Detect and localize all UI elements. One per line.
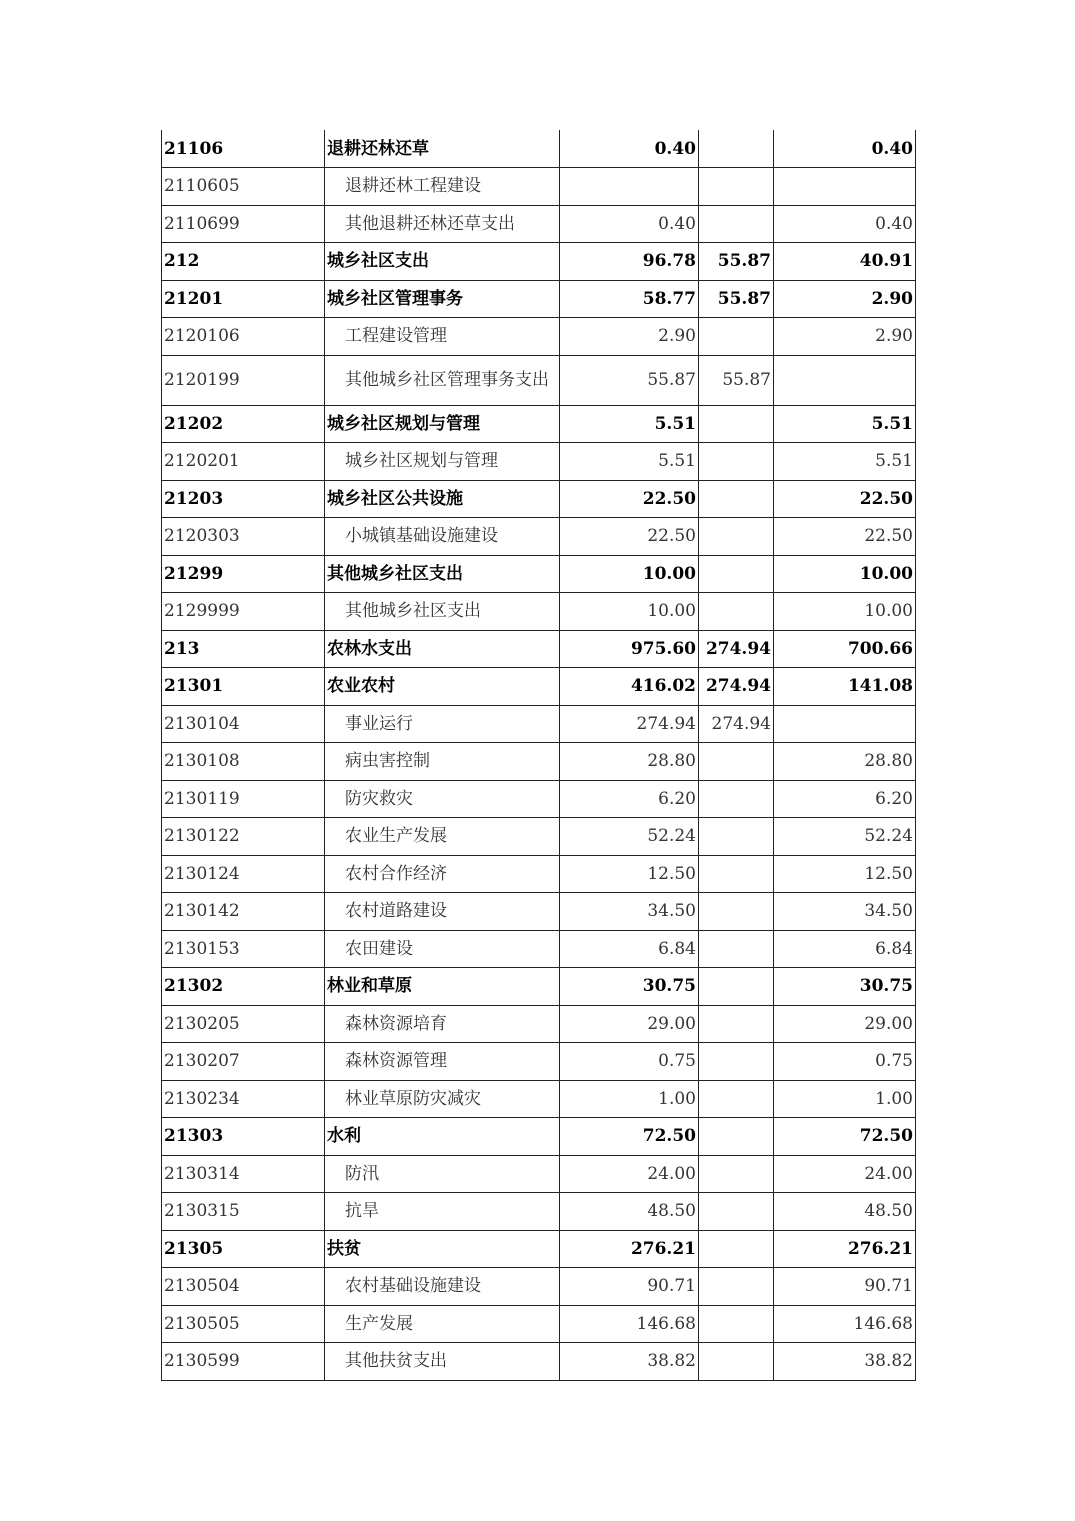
project-expenditure-cell: 12.50 [774,855,916,893]
total-amount-cell: 58.77 [560,280,699,318]
table-row [162,1193,916,1231]
table-row [162,405,916,443]
basic-expenditure-cell [699,480,774,518]
project-expenditure-cell [774,168,916,206]
table-row [162,1043,916,1081]
total-amount-cell: 96.78 [560,243,699,281]
project-expenditure-cell: 90.71 [774,1268,916,1306]
project-expenditure-cell: 141.08 [774,668,916,706]
total-amount-cell: 38.82 [560,1343,699,1381]
table-row [162,743,916,781]
account-code-cell: 21302 [162,968,325,1006]
basic-expenditure-cell [699,743,774,781]
account-code-cell: 21305 [162,1230,325,1268]
table-row [162,855,916,893]
basic-expenditure-cell: 55.87 [699,355,774,405]
account-name-cell: 小城镇基础设施建设 [325,518,560,556]
account-code-cell: 2130599 [162,1343,325,1381]
basic-expenditure-cell: 55.87 [699,280,774,318]
account-name-cell: 城乡社区支出 [325,243,560,281]
account-name-cell: 其他退耕还林还草支出 [325,205,560,243]
table-row [162,480,916,518]
total-amount-cell: 146.68 [560,1305,699,1343]
account-code-cell: 2130104 [162,705,325,743]
project-expenditure-cell: 22.50 [774,518,916,556]
project-expenditure-cell: 146.68 [774,1305,916,1343]
account-name-cell: 农业生产发展 [325,818,560,856]
account-code-cell: 2110605 [162,168,325,206]
basic-expenditure-cell [699,930,774,968]
basic-expenditure-cell: 55.87 [699,243,774,281]
account-name-cell: 农村合作经济 [325,855,560,893]
table-row [162,318,916,356]
total-amount-cell: 55.87 [560,355,699,405]
total-amount-cell: 22.50 [560,518,699,556]
basic-expenditure-cell: 274.94 [699,705,774,743]
project-expenditure-cell: 34.50 [774,893,916,931]
project-expenditure-cell: 276.21 [774,1230,916,1268]
total-amount-cell: 34.50 [560,893,699,931]
total-amount-cell: 22.50 [560,480,699,518]
project-expenditure-cell: 1.00 [774,1080,916,1118]
table-row [162,930,916,968]
project-expenditure-cell: 40.91 [774,243,916,281]
account-code-cell: 21303 [162,1118,325,1156]
project-expenditure-cell: 30.75 [774,968,916,1006]
account-name-cell: 农田建设 [325,930,560,968]
basic-expenditure-cell [699,855,774,893]
account-code-cell: 2110699 [162,205,325,243]
account-name-cell: 森林资源培育 [325,1005,560,1043]
table-row [162,168,916,206]
account-name-cell: 其他城乡社区管理事务支出 [325,355,560,405]
total-amount-cell: 10.00 [560,555,699,593]
basic-expenditure-cell [699,1230,774,1268]
account-name-cell: 水利 [325,1118,560,1156]
basic-expenditure-cell [699,1343,774,1381]
basic-expenditure-cell [699,1268,774,1306]
account-name-cell: 林业和草原 [325,968,560,1006]
account-name-cell: 病虫害控制 [325,743,560,781]
total-amount-cell: 975.60 [560,630,699,668]
account-code-cell: 2120106 [162,318,325,356]
account-code-cell: 2130205 [162,1005,325,1043]
account-code-cell: 2130142 [162,893,325,931]
total-amount-cell: 6.20 [560,780,699,818]
account-code-cell: 21203 [162,480,325,518]
basic-expenditure-cell: 274.94 [699,630,774,668]
table-row [162,355,916,405]
account-name-cell: 工程建设管理 [325,318,560,356]
account-name-cell: 城乡社区规划与管理 [325,405,560,443]
basic-expenditure-cell [699,1080,774,1118]
account-name-cell: 农林水支出 [325,630,560,668]
table-row [162,130,916,168]
table-row [162,1080,916,1118]
account-name-cell: 林业草原防灾减灾 [325,1080,560,1118]
account-name-cell: 农村道路建设 [325,893,560,931]
table-row [162,1343,916,1381]
account-code-cell: 2120303 [162,518,325,556]
table-row [162,1005,916,1043]
account-name-cell: 防汛 [325,1155,560,1193]
total-amount-cell: 0.40 [560,130,699,168]
basic-expenditure-cell [699,1305,774,1343]
table-row [162,518,916,556]
total-amount-cell: 5.51 [560,405,699,443]
project-expenditure-cell: 24.00 [774,1155,916,1193]
account-code-cell: 212 [162,243,325,281]
table-row [162,705,916,743]
total-amount-cell: 12.50 [560,855,699,893]
project-expenditure-cell: 38.82 [774,1343,916,1381]
account-code-cell: 2130234 [162,1080,325,1118]
basic-expenditure-cell [699,1155,774,1193]
account-name-cell: 城乡社区规划与管理 [325,443,560,481]
basic-expenditure-cell [699,205,774,243]
account-code-cell: 2129999 [162,593,325,631]
account-name-cell: 抗旱 [325,1193,560,1231]
total-amount-cell: 0.40 [560,205,699,243]
account-code-cell: 2130505 [162,1305,325,1343]
total-amount-cell: 30.75 [560,968,699,1006]
project-expenditure-cell: 28.80 [774,743,916,781]
account-code-cell: 2130119 [162,780,325,818]
table-row [162,1305,916,1343]
table-row [162,1230,916,1268]
account-name-cell: 城乡社区公共设施 [325,480,560,518]
account-code-cell: 2130504 [162,1268,325,1306]
basic-expenditure-cell [699,1005,774,1043]
project-expenditure-cell: 52.24 [774,818,916,856]
basic-expenditure-cell [699,893,774,931]
total-amount-cell: 416.02 [560,668,699,706]
total-amount-cell: 29.00 [560,1005,699,1043]
project-expenditure-cell: 2.90 [774,318,916,356]
table-row [162,668,916,706]
basic-expenditure-cell: 274.94 [699,668,774,706]
total-amount-cell: 6.84 [560,930,699,968]
account-code-cell: 2120201 [162,443,325,481]
total-amount-cell: 52.24 [560,818,699,856]
total-amount-cell: 2.90 [560,318,699,356]
table-row [162,243,916,281]
account-code-cell: 21301 [162,668,325,706]
account-name-cell: 防灾救灾 [325,780,560,818]
table-row [162,818,916,856]
project-expenditure-cell: 5.51 [774,405,916,443]
account-name-cell: 生产发展 [325,1305,560,1343]
table-row [162,555,916,593]
account-code-cell: 21299 [162,555,325,593]
account-code-cell: 2130124 [162,855,325,893]
account-name-cell: 事业运行 [325,705,560,743]
basic-expenditure-cell [699,818,774,856]
account-code-cell: 2120199 [162,355,325,405]
budget-expenditure-table [161,130,916,1381]
total-amount-cell: 90.71 [560,1268,699,1306]
account-name-cell: 农村基础设施建设 [325,1268,560,1306]
account-code-cell: 2130122 [162,818,325,856]
project-expenditure-cell [774,705,916,743]
project-expenditure-cell: 0.40 [774,130,916,168]
basic-expenditure-cell [699,443,774,481]
total-amount-cell: 28.80 [560,743,699,781]
total-amount-cell: 274.94 [560,705,699,743]
basic-expenditure-cell [699,405,774,443]
table-row [162,1155,916,1193]
account-code-cell: 2130314 [162,1155,325,1193]
project-expenditure-cell: 29.00 [774,1005,916,1043]
total-amount-cell: 5.51 [560,443,699,481]
total-amount-cell: 276.21 [560,1230,699,1268]
account-code-cell: 2130108 [162,743,325,781]
account-code-cell: 213 [162,630,325,668]
basic-expenditure-cell [699,318,774,356]
basic-expenditure-cell [699,130,774,168]
table-row [162,205,916,243]
account-name-cell: 其他城乡社区支出 [325,555,560,593]
project-expenditure-cell: 22.50 [774,480,916,518]
project-expenditure-cell: 10.00 [774,593,916,631]
account-code-cell: 2130315 [162,1193,325,1231]
table-row [162,968,916,1006]
project-expenditure-cell [774,355,916,405]
table-row [162,893,916,931]
table-row [162,1118,916,1156]
account-name-cell: 扶贫 [325,1230,560,1268]
account-name-cell: 退耕还林还草 [325,130,560,168]
total-amount-cell: 48.50 [560,1193,699,1231]
basic-expenditure-cell [699,968,774,1006]
project-expenditure-cell: 0.75 [774,1043,916,1081]
table-row [162,280,916,318]
account-code-cell: 2130153 [162,930,325,968]
basic-expenditure-cell [699,518,774,556]
account-name-cell: 城乡社区管理事务 [325,280,560,318]
total-amount-cell [560,168,699,206]
account-name-cell: 农业农村 [325,668,560,706]
basic-expenditure-cell [699,1118,774,1156]
total-amount-cell: 24.00 [560,1155,699,1193]
table-row [162,593,916,631]
total-amount-cell: 72.50 [560,1118,699,1156]
project-expenditure-cell: 700.66 [774,630,916,668]
project-expenditure-cell: 6.20 [774,780,916,818]
account-code-cell: 21202 [162,405,325,443]
account-name-cell: 森林资源管理 [325,1043,560,1081]
project-expenditure-cell: 10.00 [774,555,916,593]
total-amount-cell: 1.00 [560,1080,699,1118]
table-row [162,443,916,481]
account-code-cell: 21201 [162,280,325,318]
project-expenditure-cell: 2.90 [774,280,916,318]
basic-expenditure-cell [699,1193,774,1231]
total-amount-cell: 10.00 [560,593,699,631]
table-row [162,780,916,818]
account-code-cell: 21106 [162,130,325,168]
project-expenditure-cell: 6.84 [774,930,916,968]
project-expenditure-cell: 5.51 [774,443,916,481]
total-amount-cell: 0.75 [560,1043,699,1081]
basic-expenditure-cell [699,780,774,818]
account-name-cell: 其他城乡社区支出 [325,593,560,631]
account-name-cell: 其他扶贫支出 [325,1343,560,1381]
account-code-cell: 2130207 [162,1043,325,1081]
project-expenditure-cell: 0.40 [774,205,916,243]
project-expenditure-cell: 72.50 [774,1118,916,1156]
project-expenditure-cell: 48.50 [774,1193,916,1231]
basic-expenditure-cell [699,593,774,631]
account-name-cell: 退耕还林工程建设 [325,168,560,206]
basic-expenditure-cell [699,1043,774,1081]
table-row [162,630,916,668]
table-body [162,130,916,1380]
basic-expenditure-cell [699,555,774,593]
basic-expenditure-cell [699,168,774,206]
table-row [162,1268,916,1306]
